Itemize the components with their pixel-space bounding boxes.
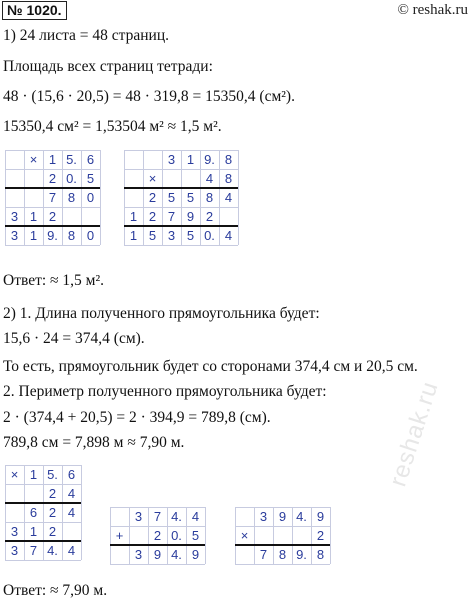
calc-digit: 2 (48, 524, 57, 539)
text-line-area-heading: Площадь всех страниц тетради: (3, 58, 213, 75)
calc-digit: 8 (67, 190, 76, 205)
calc-digit: × (10, 467, 19, 482)
calc-digit: 4 (224, 228, 233, 243)
calc-digit: 3 (10, 209, 19, 224)
text-line-length-heading: 2) 1. Длина полученного прямоугольника будет: (3, 305, 320, 322)
calc-digit: 8 (224, 152, 233, 167)
calc-result-rule (124, 225, 238, 227)
calc-digit: 0 (86, 190, 95, 205)
grid-line (235, 564, 330, 565)
calc-digit: 5 (186, 190, 195, 205)
calc-digit: 9 (153, 547, 162, 562)
calc-digit: 2 (48, 171, 57, 186)
calc-digit: 7 (259, 547, 268, 562)
calc-digit: 4 (67, 486, 76, 501)
calc-result-rule (5, 540, 81, 542)
calc-digit: 3 (10, 524, 19, 539)
grid-line (5, 560, 81, 561)
calc-digit: 2 (316, 528, 325, 543)
calc-digit: 4. (296, 509, 307, 524)
calc-digit: 0. (171, 528, 182, 543)
calc-digit: 9 (278, 509, 287, 524)
text-line-perimeter-formula: 2 · (374,4 + 20,5) = 2 · 394,9 = 789,8 (см). (3, 409, 271, 426)
calc-result-rule (235, 544, 330, 546)
calc-digit: 3 (167, 152, 176, 167)
calc-digit: 1 (186, 152, 195, 167)
answer-line-1: Ответ: ≈ 1,5 м². (3, 272, 104, 289)
calc-digit: 5 (186, 228, 195, 243)
calc-digit: × (29, 152, 38, 167)
calc-digit: 5 (191, 528, 200, 543)
calc-digit: 9 (191, 547, 200, 562)
calc-digit: × (148, 171, 157, 186)
calculation-grid-374-4-plus-20-5 (110, 507, 205, 564)
calc-digit: 3 (134, 509, 143, 524)
calc-digit: 8 (67, 228, 76, 243)
calc-digit: 9 (316, 509, 325, 524)
calc-digit: 9. (204, 152, 215, 167)
calc-digit: 6 (86, 152, 95, 167)
text-line-area-formula: 48 · (15,6 · 20,5) = 48 · 319,8 = 15350,4 (см²). (3, 88, 295, 105)
grid-line (330, 507, 331, 564)
calc-digit: 9. (296, 547, 307, 562)
calc-digit: 4 (205, 171, 214, 186)
calculation-grid-15-6-x-24 (5, 465, 81, 560)
calc-digit: 7 (48, 190, 57, 205)
calc-digit: 5 (86, 171, 95, 186)
text-line-sheets: 1) 24 листа = 48 страниц. (3, 27, 170, 44)
calc-digit: 1 (29, 209, 38, 224)
answer-line-2: Ответ: ≈ 7,90 м. (3, 582, 108, 599)
calc-digit: 4. (171, 509, 182, 524)
calc-digit: 4. (171, 547, 182, 562)
grid-line (205, 507, 206, 564)
calculation-grid-15-6-x-20-5 (5, 150, 100, 245)
calc-digit: 5. (47, 467, 58, 482)
calc-digit: 3 (134, 547, 143, 562)
calc-digit: 8 (278, 547, 287, 562)
text-line-length-formula: 15,6 · 24 = 374,4 (см). (3, 330, 145, 347)
calc-digit: 1 (29, 228, 38, 243)
calc-digit: 2 (205, 209, 214, 224)
calc-result-rule (5, 225, 100, 227)
calc-digit: 3 (10, 543, 19, 558)
calc-result-rule (5, 187, 100, 189)
grid-line (110, 564, 205, 565)
calc-digit: 2 (48, 486, 57, 501)
calc-result-rule (5, 502, 81, 504)
grid-line (238, 150, 239, 245)
calc-digit: 0 (86, 228, 95, 243)
text-line-perimeter-heading: 2. Периметр полученного прямоугольника будет: (3, 383, 327, 400)
calc-digit: 4 (191, 509, 200, 524)
calc-digit: + (115, 528, 124, 543)
calc-digit: 0. (66, 171, 77, 186)
calc-digit: 7 (167, 209, 176, 224)
text-line-area-convert: 15350,4 см² = 1,53504 м² ≈ 1,5 м². (3, 118, 222, 135)
calc-digit: 0. (204, 228, 215, 243)
calc-digit: 4 (67, 543, 76, 558)
calc-digit: 8 (205, 190, 214, 205)
calc-digit: 3 (259, 509, 268, 524)
calc-digit: 7 (29, 543, 38, 558)
calc-digit: 9 (186, 209, 195, 224)
grid-line (100, 150, 101, 245)
text-line-sides: То есть, прямоугольник будет со сторонами 374,4 см и 20,5 см. (3, 358, 418, 375)
task-number-badge: № 1020. (2, 1, 67, 20)
grid-line (81, 465, 82, 560)
calc-digit: 1 (129, 209, 138, 224)
calc-digit: 8 (316, 547, 325, 562)
calc-digit: 1 (48, 152, 57, 167)
grid-line (124, 245, 238, 246)
calc-digit: 1 (129, 228, 138, 243)
calc-digit: 4 (67, 505, 76, 520)
calc-digit: 3 (167, 228, 176, 243)
text-line-perimeter-convert: 789,8 см = 7,898 м ≈ 7,90 м. (3, 434, 185, 451)
calculation-grid-319-8-x-48 (124, 150, 238, 245)
calc-digit: 4 (224, 190, 233, 205)
calc-digit: 1 (29, 467, 38, 482)
grid-line (5, 245, 100, 246)
calc-digit: 5 (167, 190, 176, 205)
calc-digit: × (240, 528, 249, 543)
calc-digit: 6 (67, 467, 76, 482)
calc-digit: 1 (29, 524, 38, 539)
calc-digit: 2 (148, 190, 157, 205)
calc-result-rule (110, 544, 205, 546)
calc-digit: 5 (148, 228, 157, 243)
watermark: reshak.ru (384, 377, 444, 490)
calculation-grid-394-9-x-2 (235, 507, 330, 564)
calc-digit: 5. (66, 152, 77, 167)
calc-digit: 2 (148, 209, 157, 224)
calc-digit: 8 (224, 171, 233, 186)
calc-digit: 2 (48, 505, 57, 520)
calc-digit: 9. (47, 228, 58, 243)
calc-digit: 2 (48, 209, 57, 224)
calc-digit: 2 (153, 528, 162, 543)
site-brand: © reshak.ru (397, 2, 468, 18)
calc-digit: 6 (29, 505, 38, 520)
calc-digit: 3 (10, 228, 19, 243)
calc-result-rule (124, 187, 238, 189)
calc-digit: 4. (47, 543, 58, 558)
calc-digit: 7 (153, 509, 162, 524)
